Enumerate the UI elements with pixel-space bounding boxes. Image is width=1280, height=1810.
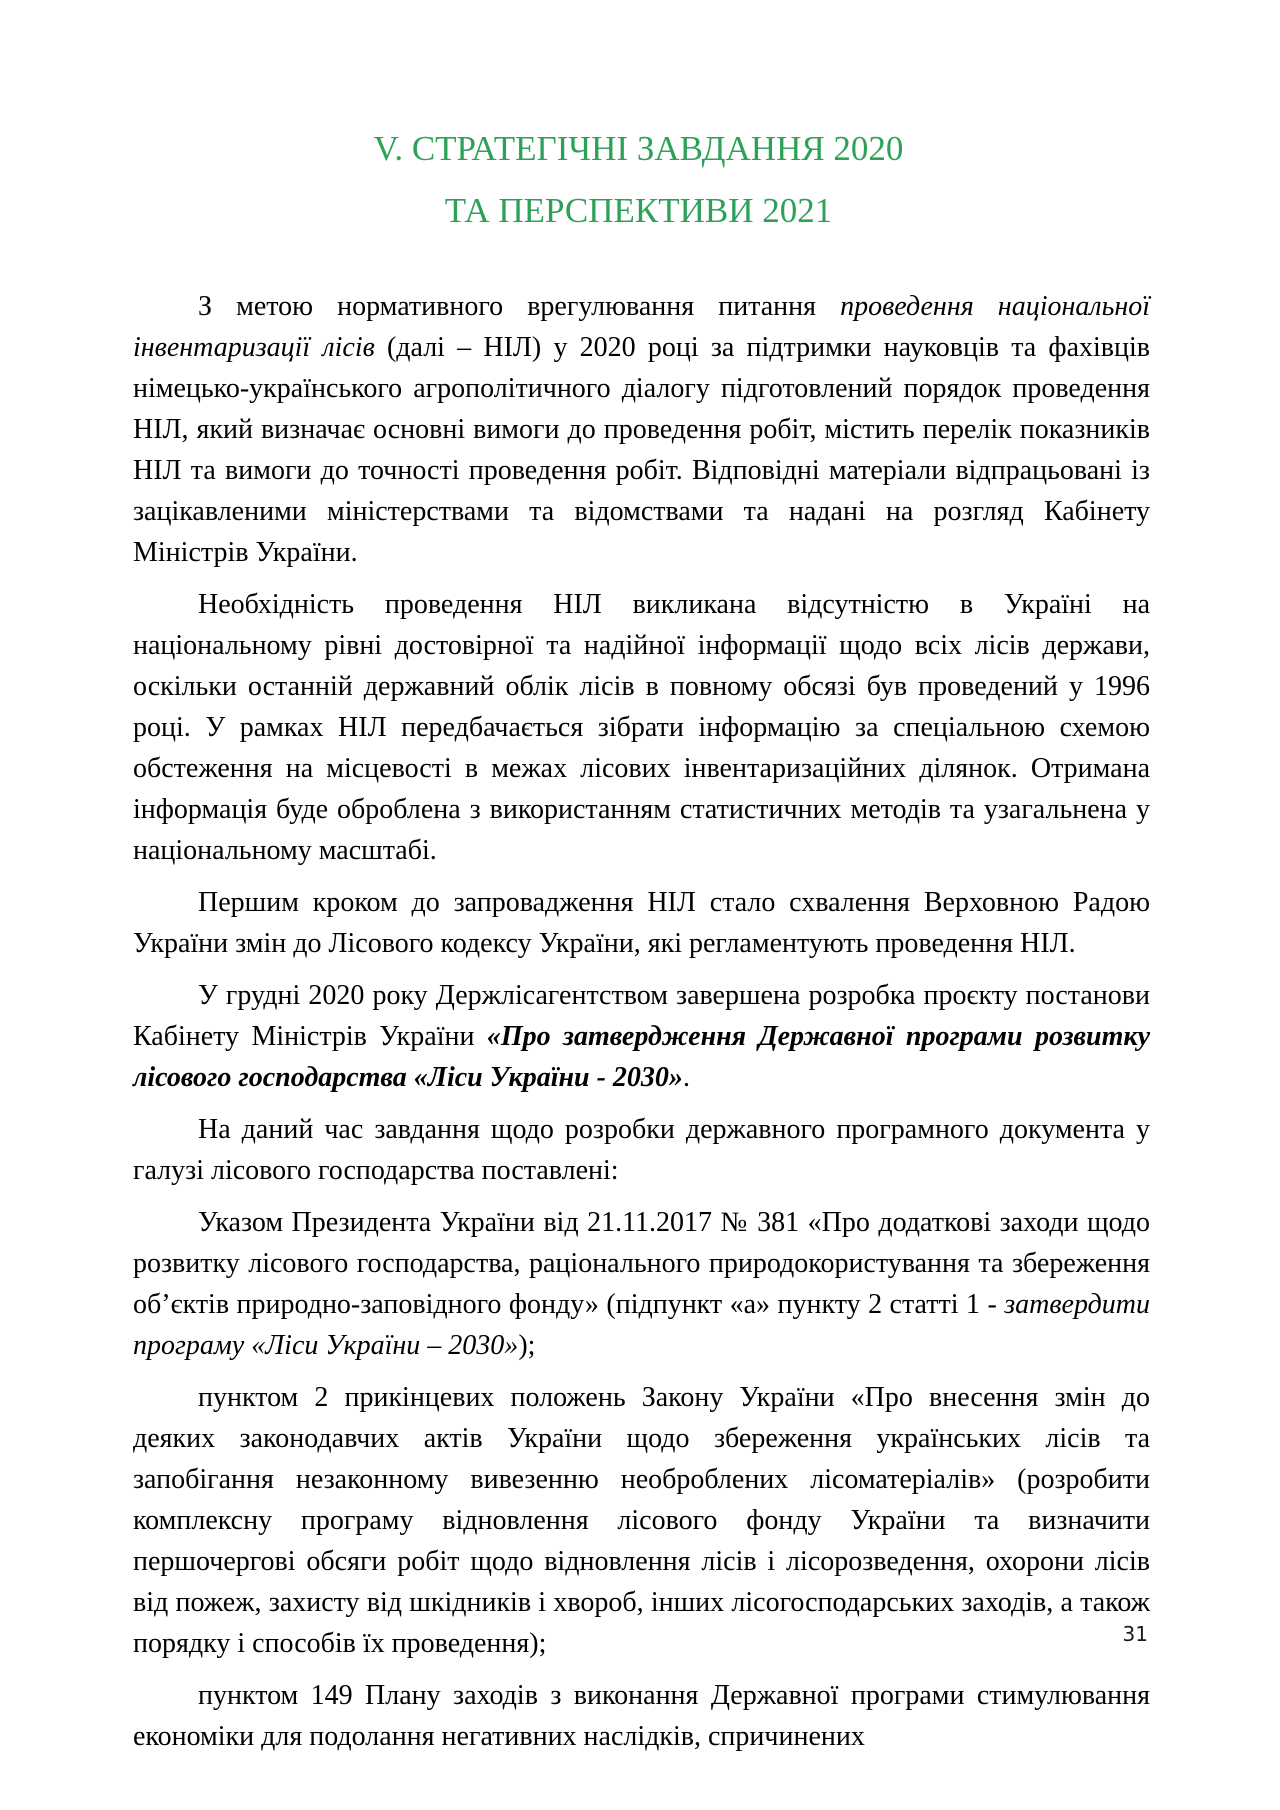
paragraph — [133, 1109, 1150, 1191]
text-run: пунктом 2 прикінцевих положень Закону України «Про внесення змін до деяких законодавчих актів України щодо збереження українських лісів та запобігання незаконному вивезенню необроблених лісоматеріалів» (розробити комплексну програму відновлення лісового фонду України та визначити першочергові обсяги робіт щодо відновлення лісів і лісорозведення, охорони лісів від пожеж, захисту від шкідників і хвороб, інших лісогосподарських заходів, а також порядку і способів їх проведення); — [133, 1382, 1150, 1659]
paragraph — [133, 975, 1150, 1098]
text-run: пунктом 149 Плану заходів з виконання Державної програми стимулювання економіки для подолання негативних наслідків, спричинених — [133, 1680, 1150, 1752]
text-run: Указом Президента України від 21.11.2017 № 381 «Про додаткові заходи щодо розвитку лісового господарства, раціонального природокористування та збереження об’єктів природно-заповідного фонду» (підпункт «а» пункту 2 статті 1 - — [133, 1207, 1150, 1320]
page-title — [130, 118, 1147, 242]
text-run: У грудні 2020 року Держлісагентством завершена розробка проєкту постанови Кабінету Міністрів України — [133, 980, 1150, 1052]
paragraph — [133, 1675, 1150, 1757]
text-run: Необхідність проведення НІЛ викликана відсутністю в Україні на національному рівні достовірної та надійної інформації щодо всіх лісів держави, оскільки останній державний облік лісів в повному обсязі був проведений у 1996 році. У рамках НІЛ передбачається зібрати інформацію за спеціальною схемою обстеження на місцевості в межах лісових інвентаризаційних ділянок. Отримана інформація буде оброблена з використанням статистичних методів та узагальнена у національному масштабі. — [133, 589, 1150, 866]
text-run: На даний час завдання щодо розробки державного програмного документа у галузі лісового господарства поставлені: — [133, 1114, 1150, 1186]
paragraph — [133, 286, 1150, 573]
text-run: затвердити програму «Ліси України – 2030» — [133, 1289, 1150, 1361]
text-run: Першим кроком до запровадження НІЛ стало схвалення Верховною Радою України змін до Лісового кодексу України, які регламентують проведення НІЛ. — [133, 887, 1150, 959]
paragraph — [133, 1377, 1150, 1664]
page-number: 31 — [1122, 1622, 1148, 1646]
text-run: ); — [518, 1330, 536, 1361]
page-title-line-2: ТА ПЕРСПЕКТИВИ 2021 — [444, 191, 833, 230]
document-body — [133, 286, 1150, 1757]
text-run: З метою нормативного врегулювання питання — [198, 291, 841, 322]
paragraph — [133, 882, 1150, 964]
paragraph — [133, 584, 1150, 871]
text-run: (далі – НІЛ) у 2020 році за підтримки науковців та фахівців німецько-українського агрополітичного діалогу підготовлений порядок проведення НІЛ, який визначає основні вимоги до проведення робіт, містить перелік показників НІЛ та вимоги до точності проведення робіт. Відповідні матеріали відпрацьовані із зацікавленими міністерствами та відомствами та надані на розгляд Кабінету Міністрів України. — [133, 332, 1150, 568]
text-run: . — [682, 1062, 690, 1093]
text-run: «Про затвердження Державної програми розвитку лісового господарства «Ліси України - 2030» — [133, 1021, 1150, 1093]
text-run: проведення національної інвентаризації лісів — [133, 291, 1150, 363]
paragraph — [133, 1202, 1150, 1366]
page-title-line-1: V. СТРАТЕГІЧНІ ЗАВДАННЯ 2020 — [373, 129, 904, 168]
